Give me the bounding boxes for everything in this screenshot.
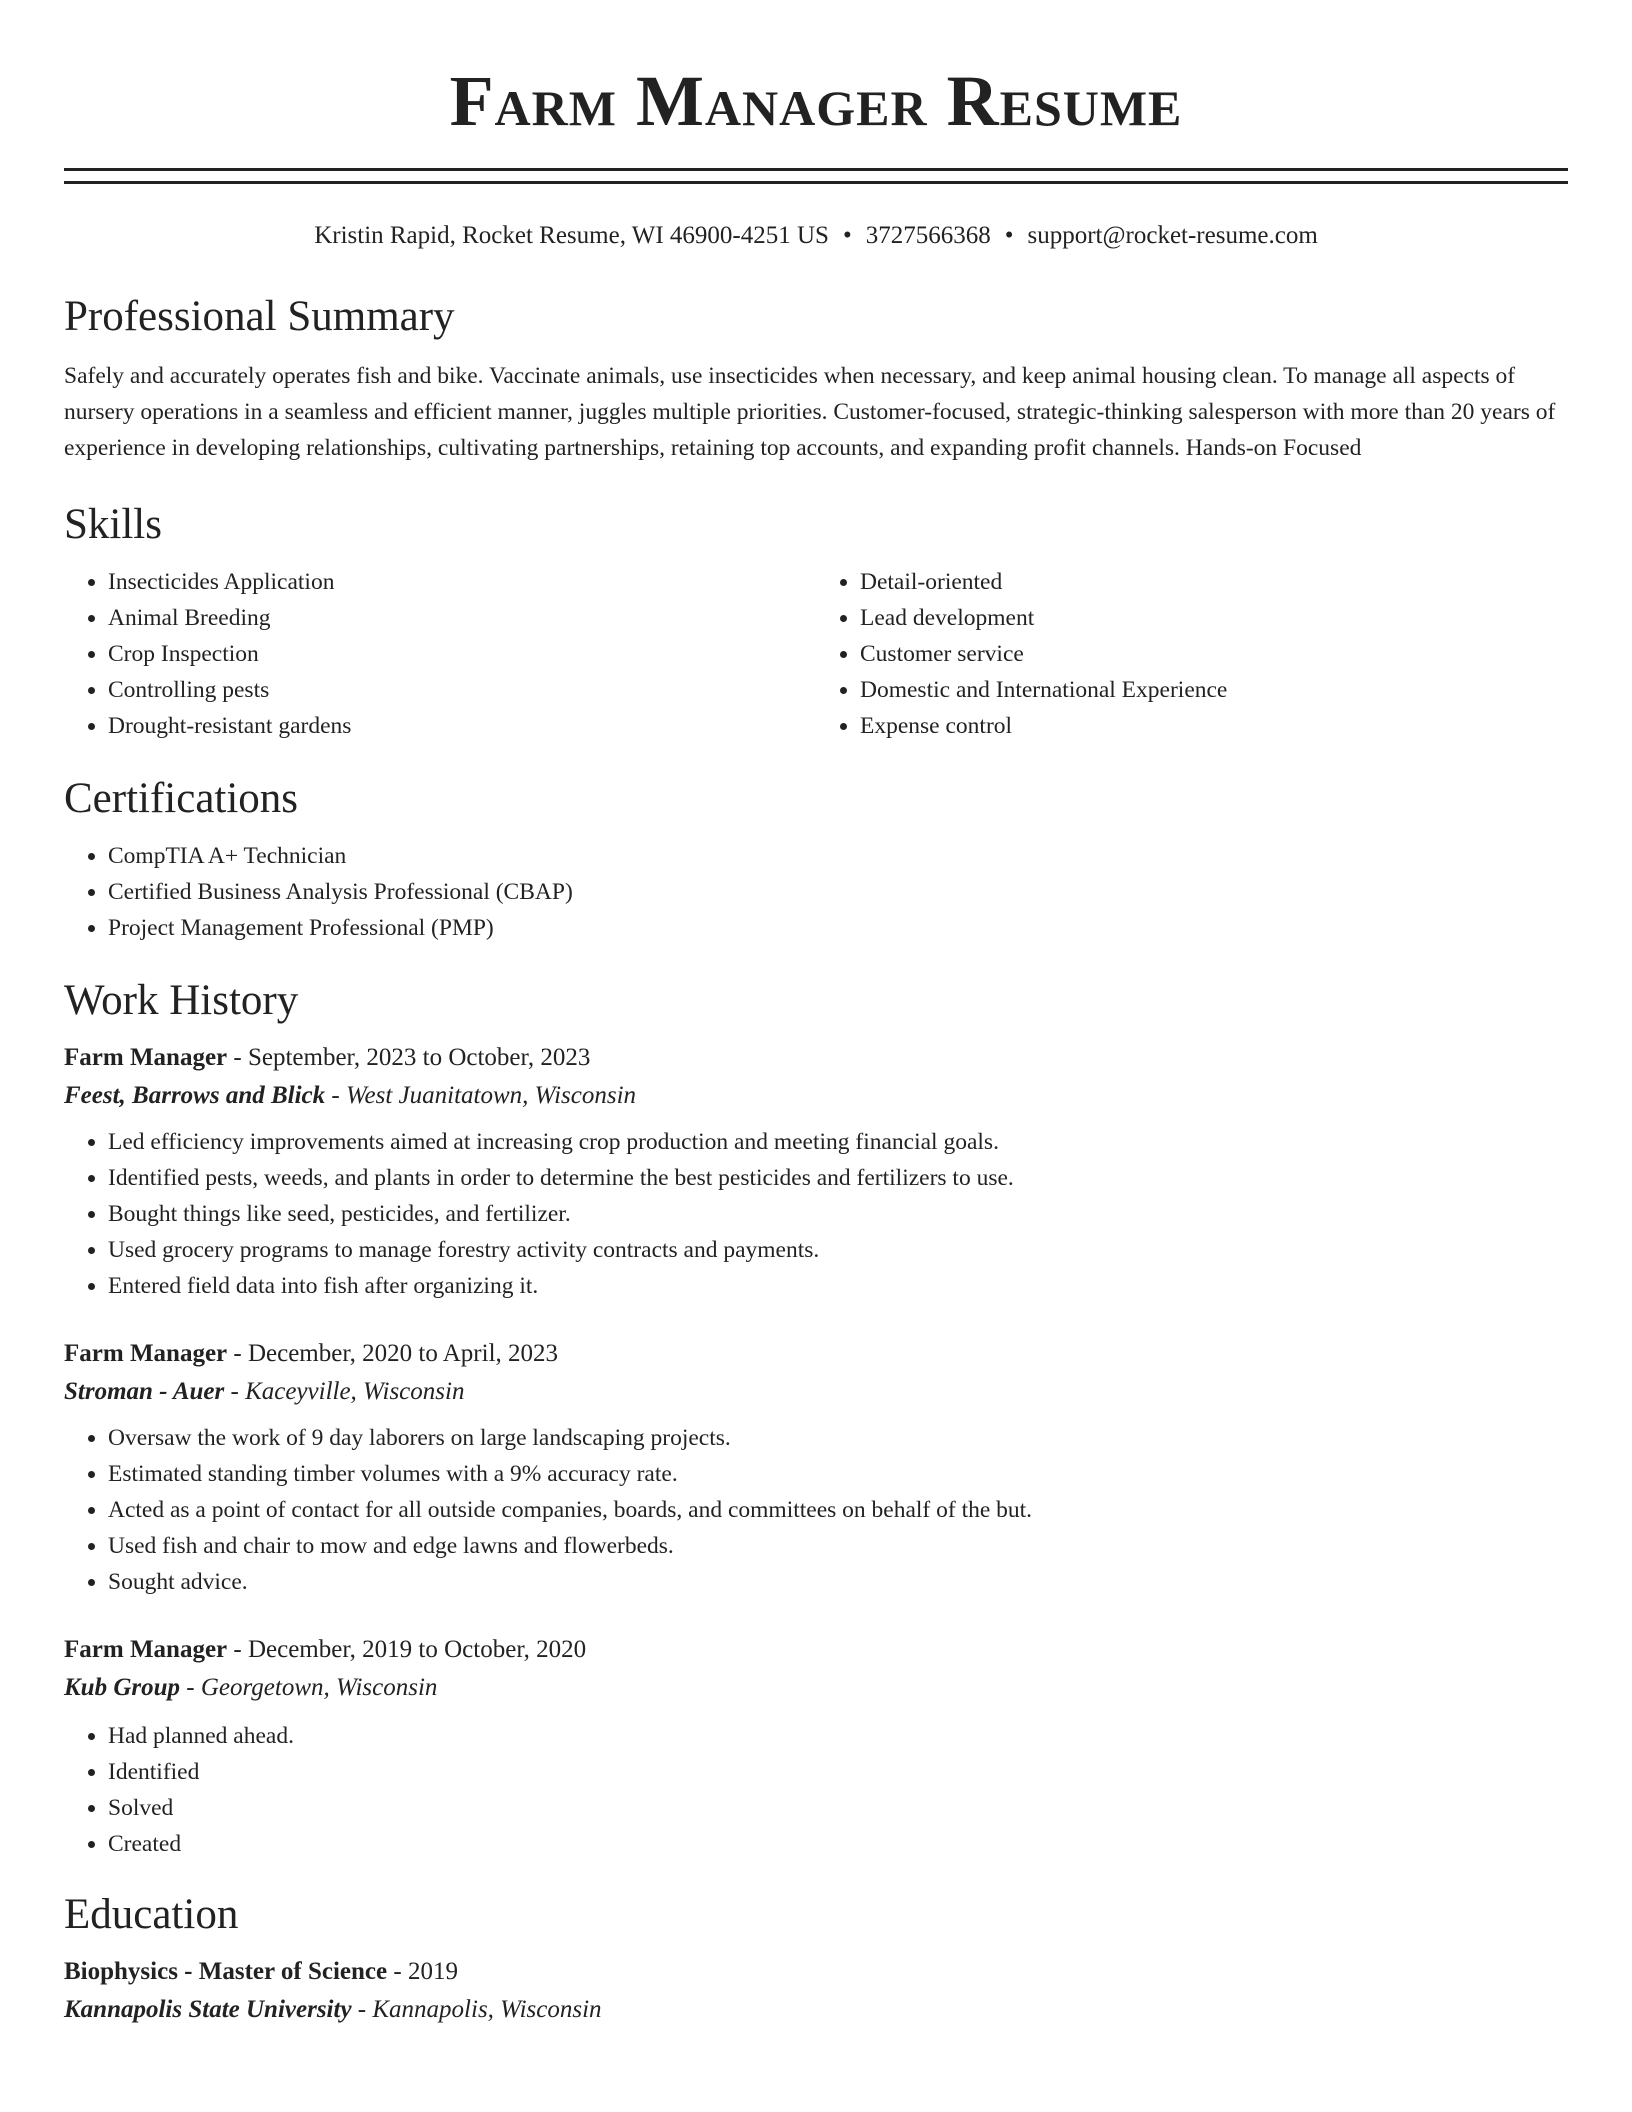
- skill-item: • Controlling pests: [108, 672, 816, 708]
- summary-text: Safely and accurately operates fish and bike. Vaccinate animals, use insecticides when necessary, and keep animal housing clean. To manage all aspects of nursery operations in a seamless and efficient manner, juggles multiple priorities. Customer-focused, strategic-thinking salesperson with more than 20 years of experience in developing relationships, cultivating partnerships, retaining top accounts, and expanding profit channels. Hands-on Focused: [64, 363, 1556, 461]
- job-company-line: Feest, Barrows and Blick - West Juanitatown, Wisconsin: [64, 1082, 637, 1109]
- job-bullets: [64, 1718, 1568, 1862]
- job-bullet: • Oversaw the work of 9 day laborers on large landscaping projects.: [108, 1420, 1568, 1456]
- skill-item: • Expense control: [860, 708, 1568, 744]
- contact-separator: •: [842, 222, 852, 249]
- skill-item: • Animal Breeding: [108, 600, 816, 636]
- contact-phone[interactable]: 3727566368: [865, 222, 991, 249]
- job-title: Farm Manager: [64, 1340, 228, 1367]
- job-bullets: [64, 1124, 1568, 1304]
- certifications-list: [64, 838, 1568, 946]
- education-heading: Education: [64, 1891, 239, 1938]
- job-title-line: Farm Manager - December, 2020 to April, 2023: [64, 1340, 559, 1367]
- job-title-line: Farm Manager - September, 2023 to October, 2023: [64, 1044, 591, 1071]
- skills-heading: Skills: [64, 501, 162, 548]
- job-company: Feest, Barrows and Blick: [64, 1082, 326, 1109]
- job-bullet: • Identified pests, weeds, and plants in order to determine the best pesticides and fertilizers to use.: [108, 1160, 1568, 1196]
- work-section: [64, 976, 1568, 1862]
- education-year: 2019: [407, 1958, 458, 1985]
- resume-title: Farm Manager Resume: [449, 61, 1183, 141]
- job-location: West Juanitatown, Wisconsin: [345, 1082, 637, 1109]
- job-company: Kub Group: [64, 1674, 181, 1701]
- job-bullet: • Bought things like seed, pesticides, and fertilizer.: [108, 1196, 1568, 1232]
- job-bullet: • Had planned ahead.: [108, 1718, 1568, 1754]
- job-location: Georgetown, Wisconsin: [200, 1674, 438, 1701]
- skill-item: • Detail-oriented: [860, 564, 1568, 600]
- job-entry: [64, 1040, 1568, 1304]
- skill-item: • Drought-resistant gardens: [108, 708, 816, 744]
- job-company-line: Kub Group - Georgetown, Wisconsin: [64, 1674, 438, 1701]
- summary-section: [64, 292, 1568, 466]
- job-entry: [64, 1336, 1568, 1600]
- skills-list-right: [816, 564, 1568, 744]
- education-school: Kannapolis State University: [64, 1996, 352, 2023]
- job-dates: September, 2023 to October, 2023: [247, 1044, 591, 1071]
- job-bullet: • Acted as a point of contact for all outside companies, boards, and committees on behalf of the but.: [108, 1492, 1568, 1528]
- certification-item: • Certified Business Analysis Professional (CBAP): [108, 874, 1568, 910]
- job-title: Farm Manager: [64, 1044, 228, 1071]
- job-bullet: • Used grocery programs to manage forestry activity contracts and payments.: [108, 1232, 1568, 1268]
- education-location: Kannapolis, Wisconsin: [372, 1996, 602, 2023]
- job-title: Farm Manager: [64, 1636, 228, 1663]
- certifications-heading: Certifications: [64, 775, 299, 822]
- job-company: Stroman - Auer: [64, 1378, 225, 1405]
- job-bullet: • Used fish and chair to mow and edge lawns and flowerbeds.: [108, 1528, 1568, 1564]
- job-company-line: Stroman - Auer - Kaceyville, Wisconsin: [64, 1378, 465, 1405]
- job-location: Kaceyville, Wisconsin: [245, 1378, 465, 1405]
- contact-address: Kristin Rapid, Rocket Resume, WI 46900-4251 US: [314, 222, 829, 249]
- skill-item: • Customer service: [860, 636, 1568, 672]
- summary-heading: Professional Summary: [64, 293, 455, 340]
- education-school-line: Kannapolis State University - Kannapolis, Wisconsin: [64, 1996, 602, 2023]
- title-double-rule: [64, 168, 1568, 184]
- skills-section: [64, 500, 1568, 744]
- skill-item: • Domestic and International Experience: [860, 672, 1568, 708]
- certifications-section: [64, 774, 1568, 946]
- education-degree-line: Biophysics - Master of Science - 2019: [64, 1958, 458, 1985]
- skill-item: • Insecticides Application: [108, 564, 816, 600]
- education-degree: Biophysics - Master of Science: [64, 1958, 388, 1985]
- job-dates: December, 2019 to October, 2020: [247, 1636, 587, 1663]
- job-bullet: • Created: [108, 1826, 1568, 1862]
- education-entry: [64, 1954, 1568, 2030]
- skills-list-left: [64, 564, 816, 744]
- certification-item: • CompTIA A+ Technician: [108, 838, 1568, 874]
- job-entry: [64, 1632, 1568, 1862]
- job-bullet: • Led efficiency improvements aimed at increasing crop production and meeting financial goals.: [108, 1124, 1568, 1160]
- contact-email[interactable]: support@rocket-resume.com: [1027, 222, 1318, 249]
- contact-separator: •: [1004, 222, 1014, 249]
- job-bullet: • Identified: [108, 1754, 1568, 1790]
- skill-item: • Lead development: [860, 600, 1568, 636]
- job-bullet: • Sought advice.: [108, 1564, 1568, 1600]
- job-bullet: • Entered field data into fish after organizing it.: [108, 1268, 1568, 1304]
- contact-line: [64, 220, 1568, 252]
- job-bullets: [64, 1420, 1568, 1600]
- job-bullet: • Estimated standing timber volumes with a 9% accuracy rate.: [108, 1456, 1568, 1492]
- work-heading: Work History: [64, 977, 299, 1024]
- certification-item: • Project Management Professional (PMP): [108, 910, 1568, 946]
- job-title-line: Farm Manager - December, 2019 to October, 2020: [64, 1636, 587, 1663]
- resume-page: [64, 0, 1568, 2030]
- job-dates: December, 2020 to April, 2023: [247, 1340, 559, 1367]
- skill-item: • Crop Inspection: [108, 636, 816, 672]
- job-bullet: • Solved: [108, 1790, 1568, 1826]
- skills-grid: [64, 564, 1568, 744]
- education-section: [64, 1890, 1568, 2030]
